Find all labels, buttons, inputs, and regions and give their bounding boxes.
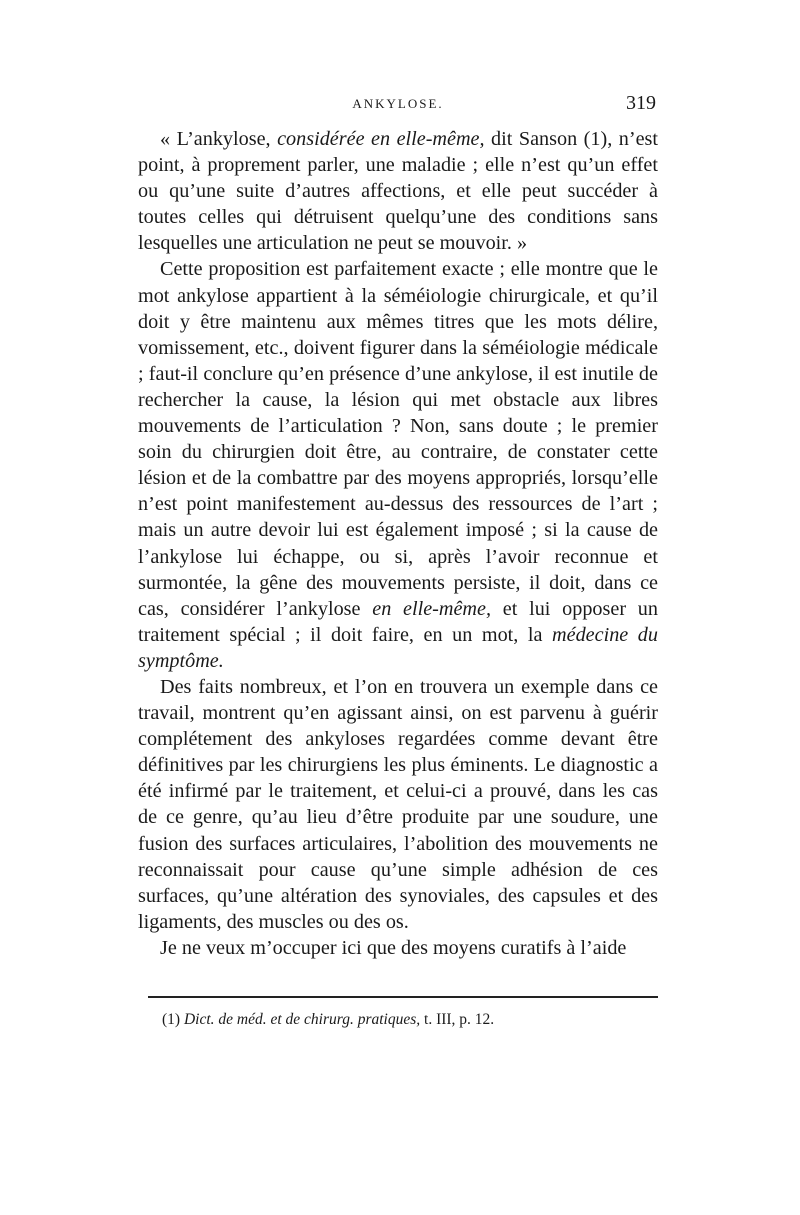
paragraph [138, 674, 658, 935]
paragraph [138, 935, 658, 961]
text-segment: dit Sanson (1), n’est point, à proprement parler, une maladie ; elle n’est qu’un effet ou qu’une suite d’autres affections, et elle peut succéder à toutes celles qui détruisent quelqu’une des conditions sans lesquelles une articulation ne peut se mouvoir. » [138, 128, 658, 255]
italic-text: considérée en elle-même, [277, 128, 485, 150]
paragraph [138, 126, 658, 256]
italic-text: en elle-même, [372, 597, 492, 620]
text-segment: et lui opposer un traitement spécial ; il doit faire, en un mot, la [138, 597, 658, 646]
page-number: 319 [626, 92, 656, 114]
text-segment: Je ne veux m’occuper ici que des moyens curatifs à l’aide [160, 936, 627, 959]
footnote-reference: Dict. de méd. et de chirurg. pratiques, [183, 1011, 421, 1028]
page-header [138, 92, 658, 126]
text-segment: Cette proposition est parfaitement exacte ; elle montre que le mot ankylose appartient à la séméiologie chirurgicale, et qu’il doit y être maintenu aux mêmes titres que les mots délire, vomissement, etc., doivent figurer dans la séméiologie médicale ; faut-il conclure qu’en présence d’une ankylose, il est inutile de rechercher la cause, la lésion qui met obstacle aux libres mouvements de l’articulation ? Non, sans doute ; le premier soin du chirurgien doit être, au contraire, de constater cette lésion et de la combattre par des moyens appropriés, lorsqu’elle n’est point manifestement au-dessus des ressources de l’art ; mais un autre devoir lui est également imposé ; si la cause de l’ankylose lui échappe, ou si, après l’avoir reconnue et surmontée, la gêne des mouvements persiste, il doit, dans ce cas, considérer l’ankylose [138, 258, 658, 620]
running-head: ANKYLOSE. [352, 96, 444, 111]
body-text [138, 126, 658, 961]
footnote [162, 1010, 642, 1030]
book-page [138, 92, 658, 961]
footnote-divider [148, 996, 658, 998]
italic-text: médecine du symptôme. [138, 623, 658, 672]
paragraph [138, 256, 658, 674]
text-segment: « L’ankylose, [160, 128, 278, 150]
text-segment: Des faits nombreux, et l’on en trouvera un exemple dans ce travail, montrent qu’en agissant ainsi, on est parvenu à guérir complétement des ankyloses regardées comme devant être définitives par les chirurgiens les plus éminents. Le diagnostic a été infirmé par le traitement, et celui-ci a prouvé, dans les cas de ce genre, qu’au lieu d’être produite par une soudure, une fusion des surfaces articulaires, l’abolition des mouvements ne reconnaissait pour cause qu’une simple adhésion de ces surfaces, qu’une altération des synoviales, des capsules et des ligaments, des muscles ou des os. [138, 675, 658, 933]
footnote-location: t. III, p. 12. [420, 1011, 495, 1028]
footnote-marker: (1) [162, 1011, 181, 1028]
